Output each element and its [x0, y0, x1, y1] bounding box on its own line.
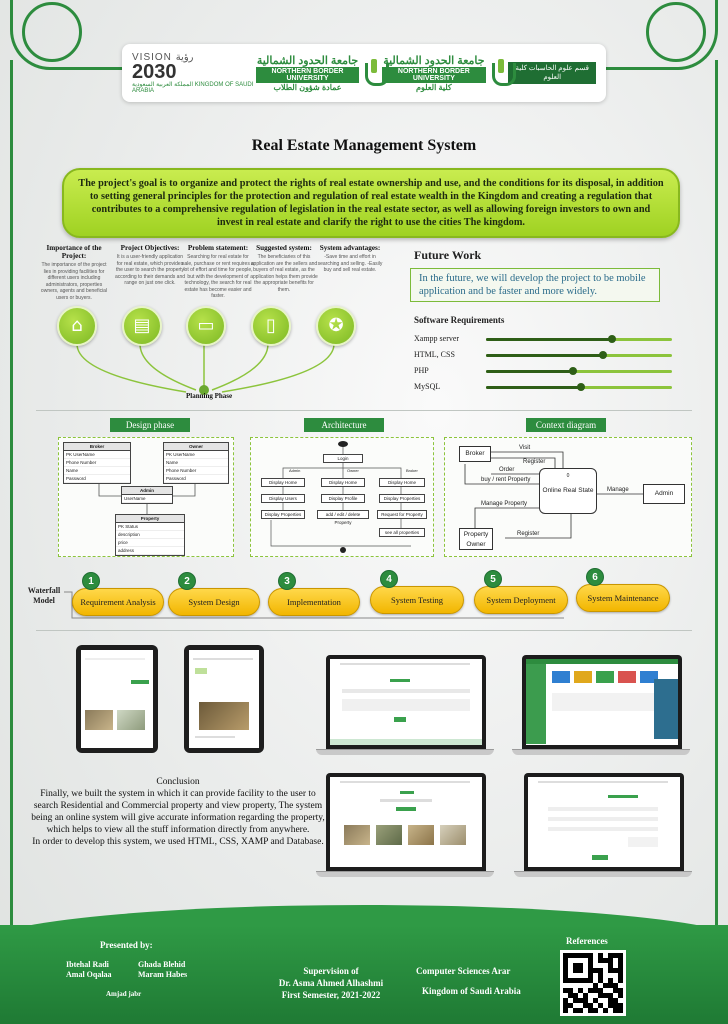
supervisor-name: Dr. Asma Ahmed Alhashmi	[278, 978, 384, 988]
country-label: Kingdom of Saudi Arabia	[422, 986, 521, 996]
frame-curl-right	[646, 2, 706, 62]
ctx-broker-node: Broker	[459, 446, 491, 462]
browser-icon: ▤	[122, 306, 162, 346]
feature-importance	[38, 244, 110, 301]
arch-node: Request for Property	[377, 510, 427, 519]
feature-desc: The importance of the project lies in providing facilities for different users including administrators, properties owners, agents and beneficial users or buyers.	[40, 262, 108, 301]
ctx-buy-rent-label: buy / rent Property	[481, 477, 531, 483]
waterfall-step-number: 6	[586, 568, 604, 586]
software-requirements-list	[414, 331, 674, 395]
software-req-label: PHP	[414, 366, 429, 375]
conclusion-body: Finally, we built the system in which it can provide facility to the user to search Residential and Commercial property and view property, The system being an online system will give accurate information regarding the property, which helps to view all the stuff information directly from anywhere.	[31, 789, 325, 835]
software-req-fill	[486, 338, 612, 341]
monitor-icon: ▭	[186, 306, 226, 346]
uni1-sub: عمادة شؤون الطلاب	[273, 83, 342, 92]
poster-title: Real Estate Management System	[251, 137, 477, 154]
vision-year: 2030	[132, 61, 177, 83]
software-req-fill	[486, 370, 573, 373]
ctx-manage-property-label: Manage Property	[481, 501, 528, 507]
feature-heading: Problem statement:	[187, 244, 249, 252]
conclusion-block	[30, 776, 326, 848]
feature-heading: Suggested system:	[256, 244, 312, 252]
feature-heading: Importance of the Project:	[46, 244, 102, 260]
semester-label: First Semester, 2021-2022	[281, 990, 381, 1000]
feature-heading: System advantages:	[319, 244, 381, 252]
feature-suggested	[248, 244, 320, 293]
tablet-screenshot-2	[184, 645, 264, 753]
waterfall-step: System Testing	[370, 586, 464, 614]
ctx-order-label: Order	[499, 467, 515, 473]
software-req-row	[414, 363, 674, 379]
table-row: Name	[164, 459, 228, 467]
software-req-label: HTML, CSS	[414, 350, 455, 359]
vision-top: VISION رؤية	[132, 52, 194, 63]
planning-phase-label: Planning Phase	[186, 392, 233, 400]
feature-heading: Project Objectives:	[120, 244, 180, 252]
table-title: Admin	[122, 487, 172, 495]
ctx-register-label: Register	[517, 531, 540, 537]
erd-admin-table	[121, 486, 173, 504]
home-icon: ⌂	[57, 306, 97, 346]
ctx-center-label: Online Real State	[542, 487, 594, 494]
software-req-label: Xampp server	[414, 334, 460, 343]
uni1-arabic: جامعة الحدود الشمالية	[256, 55, 359, 67]
waterfall-label: Waterfall Model	[27, 586, 61, 605]
presenter-name: Amjad jabr	[106, 990, 142, 998]
feature-problem	[182, 244, 254, 300]
software-req-fill	[486, 354, 603, 357]
divider	[36, 630, 692, 631]
laptop-screenshot-4	[514, 773, 692, 877]
feature-desc: It is a user-friendly application for real estate, which provides the user to search the property according to their demands and range on just one click.	[114, 254, 186, 286]
waterfall-step: Implementation	[268, 588, 360, 616]
table-row: Phone Number	[164, 467, 228, 475]
waterfall-step: Requirement Analysis	[72, 588, 164, 616]
waterfall-step-number: 2	[178, 572, 196, 590]
feature-objectives	[114, 244, 186, 287]
design-phase-tag: Design phase	[110, 418, 190, 432]
supervision-title: Supervision of	[303, 966, 359, 976]
conclusion-title: Conclusion	[156, 777, 200, 787]
ctx-manage-label: Manage	[607, 487, 629, 493]
software-req-label: MySQL	[414, 382, 441, 391]
uni2-english: NORTHERN BORDER UNIVERSITY	[382, 67, 486, 83]
divider	[36, 410, 692, 411]
ctx-visit-label: Visit	[519, 445, 531, 451]
feature-desc: Searching for real estate for sale, purchase or rent requires a lot of effort and time for people, but with the development of technology, the search for real estate has become easier and faster.	[182, 254, 254, 299]
table-title: Property	[116, 515, 184, 523]
context-diagram-tag: Context diagram	[526, 418, 606, 432]
frame-left-border	[10, 60, 13, 940]
ctx-center-node	[539, 468, 597, 514]
arch-node: Display Properties	[261, 510, 305, 519]
waterfall-step: System Maintenance	[576, 584, 670, 612]
software-req-row	[414, 347, 674, 363]
college-of-science-logo	[382, 54, 508, 92]
laptop-screenshot-2	[512, 655, 690, 755]
waterfall-step-number: 5	[484, 570, 502, 588]
ctx-admin-node: Admin	[643, 484, 685, 504]
feature-desc: -Save time and effort in searching and selling. -Easily buy and sell real estate.	[317, 254, 383, 273]
vision-2030-logo	[132, 52, 256, 94]
conclusion-body-2: In order to develop this system, we used HTML, CSS, XAMP and Database.	[32, 837, 324, 847]
arch-role-label: Broker	[406, 468, 418, 473]
erd-broker-table	[63, 442, 131, 484]
arch-node: Display Users	[261, 494, 305, 503]
table-row: UserName	[122, 495, 172, 503]
erd-property-table	[115, 514, 185, 556]
student-affairs-logo	[256, 54, 382, 92]
software-req-row	[414, 379, 674, 395]
waterfall-step-number: 4	[380, 570, 398, 588]
tablet-screenshot-1	[76, 645, 158, 753]
uni2-arabic: جامعة الحدود الشمالية	[383, 55, 485, 67]
table-row: PK Status	[116, 523, 184, 531]
laptop-screenshot-1	[316, 655, 494, 755]
arch-node: Display Home	[379, 478, 425, 487]
project-goal-box: The project's goal is to organize and protect the rights of real estate ownership and use, and the conditions for its disposal, in addition to setting general principles for the protection and regulation of real estate wealth in the Kingdom and creating a regulation that contributes to a comprehensive regulation of legislation in the real estate sector, as well as allowing foreign investors to own and invest in real estate and clarify the right to use the cities The kingdom.	[62, 168, 680, 238]
presenter-name: Maram Habes	[138, 970, 188, 979]
department-label: Computer Sciences Arar	[416, 966, 511, 976]
university-emblem-icon	[490, 59, 509, 87]
presenter-name: Ghada Blehid	[138, 960, 186, 969]
architecture-tag: Architecture	[304, 418, 384, 432]
phone-icon: ▯	[251, 306, 291, 346]
ctx-register-label: Register	[523, 459, 546, 465]
presented-by-label: Presented by:	[100, 940, 153, 950]
frame-right-border	[715, 60, 718, 940]
arch-login-node: Login	[323, 454, 363, 463]
table-row: Name	[64, 467, 130, 475]
waterfall-step-number: 3	[278, 572, 296, 590]
arch-node: Display Home	[321, 478, 365, 487]
future-work-box: In the future, we will develop the project to be mobile application and be faster and more widely.	[410, 268, 660, 302]
references-qr-code[interactable]	[560, 950, 626, 1016]
table-row: Password	[164, 475, 228, 483]
erd-owner-table	[163, 442, 229, 484]
ctx-owner-node: Property Owner	[459, 528, 493, 550]
waterfall-step: System Deployment	[474, 586, 568, 614]
arch-node: see all properties	[379, 528, 425, 537]
context-diagram	[444, 437, 692, 557]
software-req-knob	[577, 383, 585, 391]
feature-advantages	[314, 244, 386, 274]
waterfall-step: System Design	[168, 588, 260, 616]
arch-role-label: Owner	[347, 468, 359, 473]
table-title: Broker	[64, 443, 130, 451]
table-row: description	[116, 531, 184, 539]
software-req-fill	[486, 386, 581, 389]
uni2-sub: كلية العلوم	[416, 83, 452, 92]
table-title: Owner	[164, 443, 228, 451]
vision-sub: المملكة العربية السعودية KINGDOM OF SAUDI ARABIA	[132, 82, 254, 94]
architecture-diagram	[250, 437, 434, 557]
table-row: price	[116, 539, 184, 547]
ctx-center-number: 0	[566, 473, 570, 479]
software-req-knob	[599, 351, 607, 359]
arch-node: add / edit / delete Property	[317, 510, 369, 519]
references-label: References	[566, 936, 608, 946]
erd-diagram	[58, 437, 234, 557]
frame-curl-left	[22, 2, 82, 62]
presenter-name: Ibtehal Radi	[66, 960, 109, 969]
table-row: PK UserName	[64, 451, 130, 459]
presenter-name: Amal Oqalaa	[66, 970, 112, 979]
software-requirements-title: Software Requirements	[414, 315, 505, 325]
arch-node: Display Profile	[321, 494, 365, 503]
waterfall-step-number: 1	[82, 572, 100, 590]
feature-desc: The beneficiaries of this application are the sellers and buyers of real estate, as the application helps them provide the appropriate benefits for them.	[250, 254, 318, 293]
table-row: Phone Number	[64, 459, 130, 467]
laptop-screenshot-3	[316, 773, 494, 877]
arch-role-label: Admin	[289, 468, 301, 473]
cs-department-badge: قسم علوم الحاسبات كلية العلوم	[508, 62, 596, 84]
arch-node: Display Properties	[379, 494, 425, 503]
table-row: address	[116, 547, 184, 555]
software-req-knob	[569, 367, 577, 375]
arch-node: Display Home	[261, 478, 305, 487]
table-row: Password	[64, 475, 130, 483]
software-req-row	[414, 331, 674, 347]
university-emblem-icon	[363, 59, 382, 87]
table-row: PK UserName	[164, 451, 228, 459]
planning-features	[36, 244, 396, 404]
badge-icon: ✪	[316, 306, 356, 346]
uni1-english: NORTHERN BORDER UNIVERSITY	[256, 67, 360, 83]
future-work-title: Future Work	[414, 248, 482, 262]
software-req-knob	[608, 335, 616, 343]
logo-banner	[122, 44, 606, 102]
